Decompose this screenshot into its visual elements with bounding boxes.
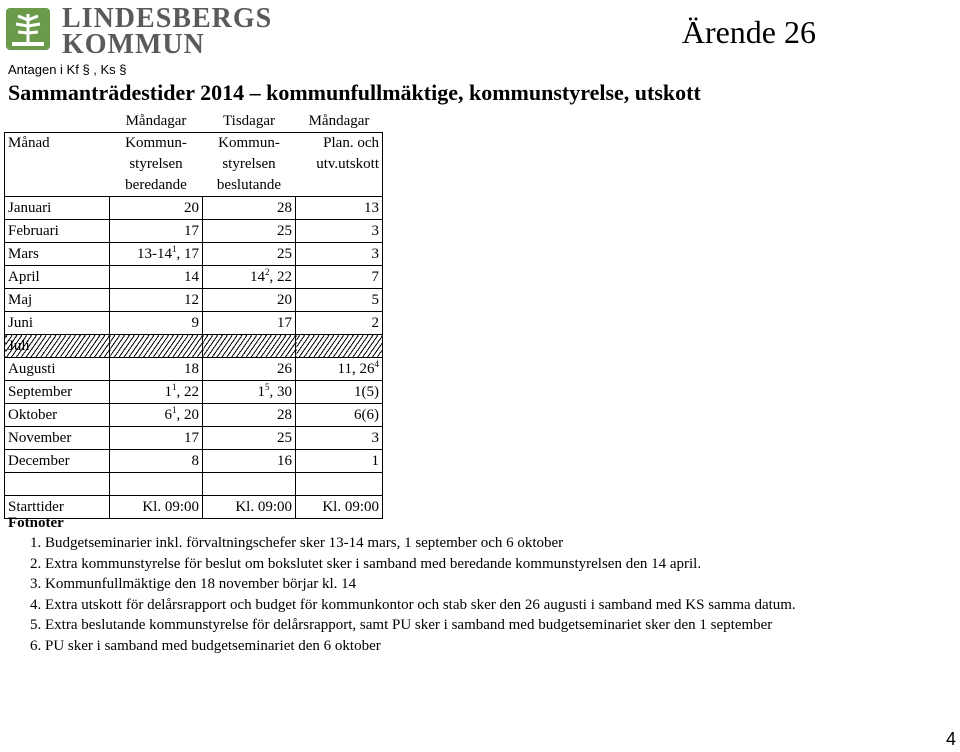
- date-cell-c2: 25: [203, 243, 296, 266]
- date-cell-c3: 2: [296, 312, 383, 335]
- date-cell-c1: [110, 335, 203, 358]
- date-cell-c3: 11, $26^4$: [296, 358, 383, 381]
- table-row: [5, 266, 383, 289]
- logo-line1: LINDESBERGS: [62, 3, 273, 34]
- date-cell-c2: 25: [203, 427, 296, 450]
- page-number: 4: [945, 729, 956, 749]
- table-row: [5, 312, 383, 335]
- adoption-note: Antagen i Kf § , Ks §: [8, 62, 127, 77]
- weekday-header-row: [5, 110, 383, 133]
- c3-header-line2: utv.utskott: [316, 156, 379, 172]
- spacer-cell: [5, 473, 110, 496]
- logo-line2: KOMMUN: [62, 29, 205, 60]
- date-cell-c2: $14^2$, 22: [203, 266, 296, 289]
- date-cell-c1: 20: [110, 197, 203, 220]
- month-cell: Januari: [5, 197, 110, 220]
- date-cell-c3: 3: [296, 243, 383, 266]
- table-row: [5, 220, 383, 243]
- month-cell: Juli: [5, 335, 110, 358]
- start-time-c3: Kl. 09:00: [296, 496, 383, 519]
- spacer-cell: [110, 473, 203, 496]
- date-cell-c1: 9: [110, 312, 203, 335]
- footnote-item: 4. Extra utskott för delårsrapport och budget för kommunkontor och stab sker den 26 augusti i samband med KS samma datum.: [30, 596, 796, 613]
- footnote-item: 5. Extra beslutande kommunstyrelse för delårsrapport, samt PU sker i samband med budgetseminariet sker den 1 september: [30, 617, 773, 633]
- date-cell-c1: $6^1$, 20: [110, 404, 203, 427]
- c1-header-line1: Kommun-: [125, 135, 187, 151]
- month-cell: Maj: [5, 289, 110, 312]
- weekday-c3: Måndagar: [308, 112, 370, 129]
- date-cell-c1: 17: [110, 427, 203, 450]
- table-row: [5, 358, 383, 381]
- month-cell: Februari: [5, 220, 110, 243]
- table-row: [5, 450, 383, 473]
- table-row: [5, 404, 383, 427]
- table-row: [5, 335, 383, 358]
- month-cell: September: [5, 381, 110, 404]
- footnote-item: 2. Extra kommunstyrelse för beslut om bokslutet sker i samband med beredande kommunstyrelsen den 14 april.: [30, 555, 702, 572]
- date-cell-c2: 28: [203, 404, 296, 427]
- footnote-item: 1. Budgetseminarier inkl. förvaltningschefer sker 13-14 mars, 1 september och 6 oktober: [30, 535, 564, 551]
- date-cell-c1: 8: [110, 450, 203, 473]
- date-cell-c2: 25: [203, 220, 296, 243]
- date-cell-c3: 1(5): [296, 381, 383, 404]
- date-cell-c2: 17: [203, 312, 296, 335]
- table-row: [5, 381, 383, 404]
- start-label: Starttider: [5, 496, 110, 519]
- logo-wordmark: [62, 3, 273, 60]
- weekday-c2: Tisdagar: [223, 112, 275, 129]
- date-cell-c3: 6(6): [296, 404, 383, 427]
- date-cell-c2: 26: [203, 358, 296, 381]
- c3-header: [296, 133, 383, 197]
- c1-header: [110, 133, 203, 197]
- date-cell-c1: 18: [110, 358, 203, 381]
- date-cell-c2: 20: [203, 289, 296, 312]
- start-time-c2: Kl. 09:00: [203, 496, 296, 519]
- date-cell-c3: 3: [296, 220, 383, 243]
- month-cell: Juni: [5, 312, 110, 335]
- date-cell-c2: [203, 335, 296, 358]
- month-cell: Augusti: [5, 358, 110, 381]
- date-cell-c3: [296, 335, 383, 358]
- c2-header-line2: styrelsen: [222, 156, 276, 172]
- month-header: Månad: [5, 133, 110, 197]
- date-cell-c1: 14: [110, 266, 203, 289]
- page-title: Sammanträdestider 2014 – kommunfullmäktige, kommunstyrelse, utskott: [8, 80, 701, 105]
- date-cell-c3: 1: [296, 450, 383, 473]
- spacer-cell: [296, 473, 383, 496]
- date-cell-c1: 12: [110, 289, 203, 312]
- c2-header-line1: Kommun-: [218, 135, 280, 151]
- spacer-cell: [203, 473, 296, 496]
- date-cell-c1: $13-14^1$, 17: [110, 243, 203, 266]
- table-row: [5, 197, 383, 220]
- month-cell: November: [5, 427, 110, 450]
- c2-header: [203, 133, 296, 197]
- footnotes-heading: Fotnoter: [8, 515, 64, 531]
- date-cell-c2: 28: [203, 197, 296, 220]
- month-cell: Oktober: [5, 404, 110, 427]
- date-cell-c3: 7: [296, 266, 383, 289]
- date-cell-c3: 5: [296, 289, 383, 312]
- spacer-row: [5, 473, 383, 496]
- date-cell-c2: $1^5$, 30: [203, 381, 296, 404]
- date-cell-c2: 16: [203, 450, 296, 473]
- logo-emblem-icon: [4, 6, 52, 52]
- case-number: Ärende 26: [681, 14, 816, 50]
- table-row: [5, 243, 383, 266]
- column-header-row: [5, 133, 383, 197]
- month-cell: Mars: [5, 243, 110, 266]
- footnote-item: 3. Kommunfullmäktige den 18 november börjar kl. 14: [30, 576, 357, 592]
- table-row: [5, 427, 383, 450]
- date-cell-c1: 17: [110, 220, 203, 243]
- footnote-item: 6. PU sker i samband med budgetseminariet den 6 oktober: [30, 637, 381, 654]
- c3-header-line1: Plan. och: [323, 135, 379, 151]
- weekday-c1: Måndagar: [125, 112, 187, 129]
- date-cell-c1: $1^1$, 22: [110, 381, 203, 404]
- c1-header-line2: styrelsen: [129, 156, 183, 172]
- c1-header-line3: beredande: [125, 177, 187, 193]
- c2-header-line3: beslutande: [216, 177, 282, 193]
- date-cell-c3: 13: [296, 197, 383, 220]
- month-cell: December: [5, 450, 110, 473]
- date-cell-c3: 3: [296, 427, 383, 450]
- schedule-table: [4, 110, 383, 519]
- month-cell: April: [5, 266, 110, 289]
- start-time-c1: Kl. 09:00: [110, 496, 203, 519]
- municipality-logo: [4, 3, 273, 60]
- table-row: [5, 289, 383, 312]
